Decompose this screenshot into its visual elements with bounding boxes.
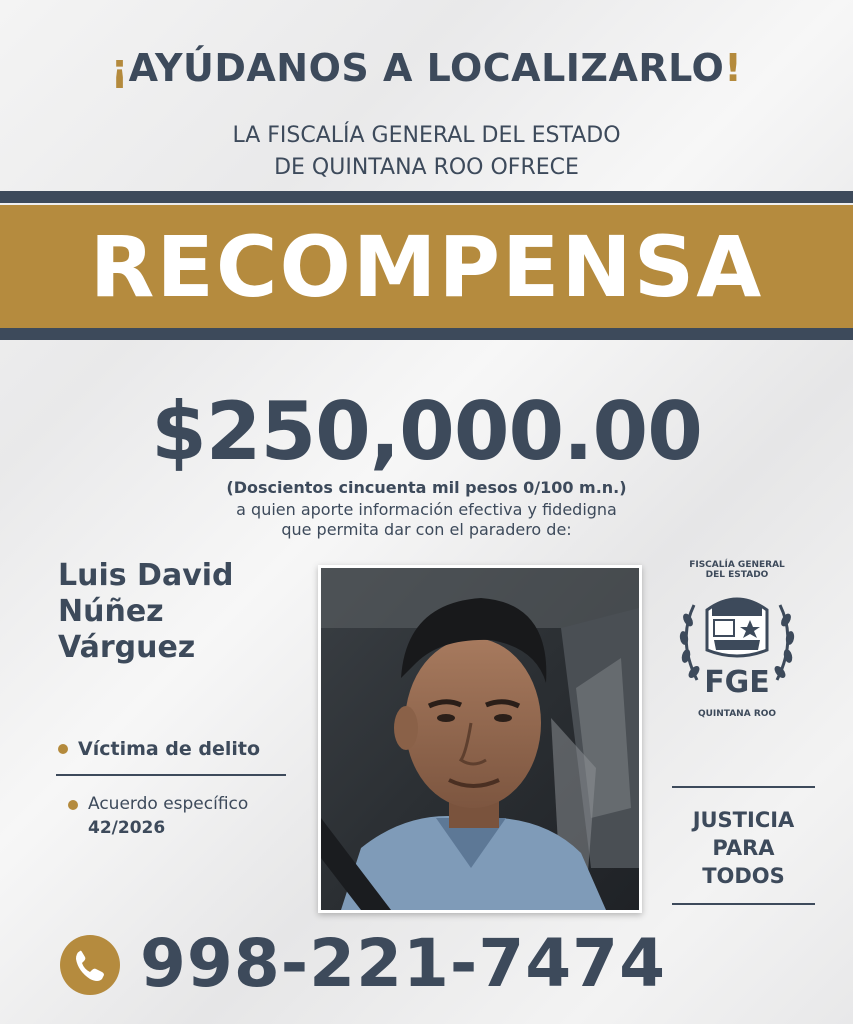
gold-dot-icon [68,800,78,810]
slogan [672,806,815,890]
reward-amount-words: (Doscientos cincuenta mil pesos 0/100 m.n.) [226,478,627,497]
seal-top-line1: FISCALÍA GENERAL [689,560,785,570]
victim-status-label: Víctima de delito [78,738,261,760]
agreement-number: 42/2026 [88,818,166,838]
headline-close-mark: ! [724,46,743,90]
name-line3: Várguez [58,630,196,665]
reward-description [0,500,853,540]
banner-top-rule [0,191,853,203]
portrait-illustration [321,568,639,910]
missing-person-name [58,558,288,666]
fge-seal-icon [672,580,802,705]
victim-status [58,738,260,760]
headline [0,46,853,90]
subtitle-line2: DE QUINTANA ROO OFRECE [274,155,579,180]
reward-banner [0,205,853,328]
agreement-label: Acuerdo específico [88,794,249,814]
slogan-bottom-rule [672,903,815,905]
slogan-line2: PARA [712,836,775,860]
name-line1: Luis David [58,558,234,593]
headline-open-mark: ¡ [110,46,129,90]
fge-seal [672,560,802,735]
subtitle-line1: LA FISCALÍA GENERAL DEL ESTADO [232,123,621,148]
seal-acronym: FGE [704,665,770,700]
agreement-info [68,792,248,840]
slogan-line3: TODOS [702,864,785,888]
subtitle [0,120,853,184]
name-line2: Núñez [58,594,164,629]
missing-person-photo [318,565,642,913]
seal-bottom-text: QUINTANA ROO [697,709,777,719]
banner-title: RECOMPENSA [89,217,764,316]
seal-top-line2: DEL ESTADO [705,570,769,580]
phone-icon [60,935,120,995]
headline-text: AYÚDANOS A LOCALIZARLO [128,46,725,90]
reward-description-line2: que permita dar con el paradero de: [281,520,572,539]
slogan-top-rule [672,786,815,788]
reward-description-line1: a quien aporte información efectiva y fidedigna [236,500,617,519]
reward-amount: $250,000.00 [151,385,702,478]
slogan-line1: JUSTICIA [692,808,795,832]
status-divider [56,774,286,776]
banner-bottom-rule [0,328,853,340]
gold-dot-icon [58,744,68,754]
contact-phone[interactable]: 998-221-7474 [140,925,667,1002]
